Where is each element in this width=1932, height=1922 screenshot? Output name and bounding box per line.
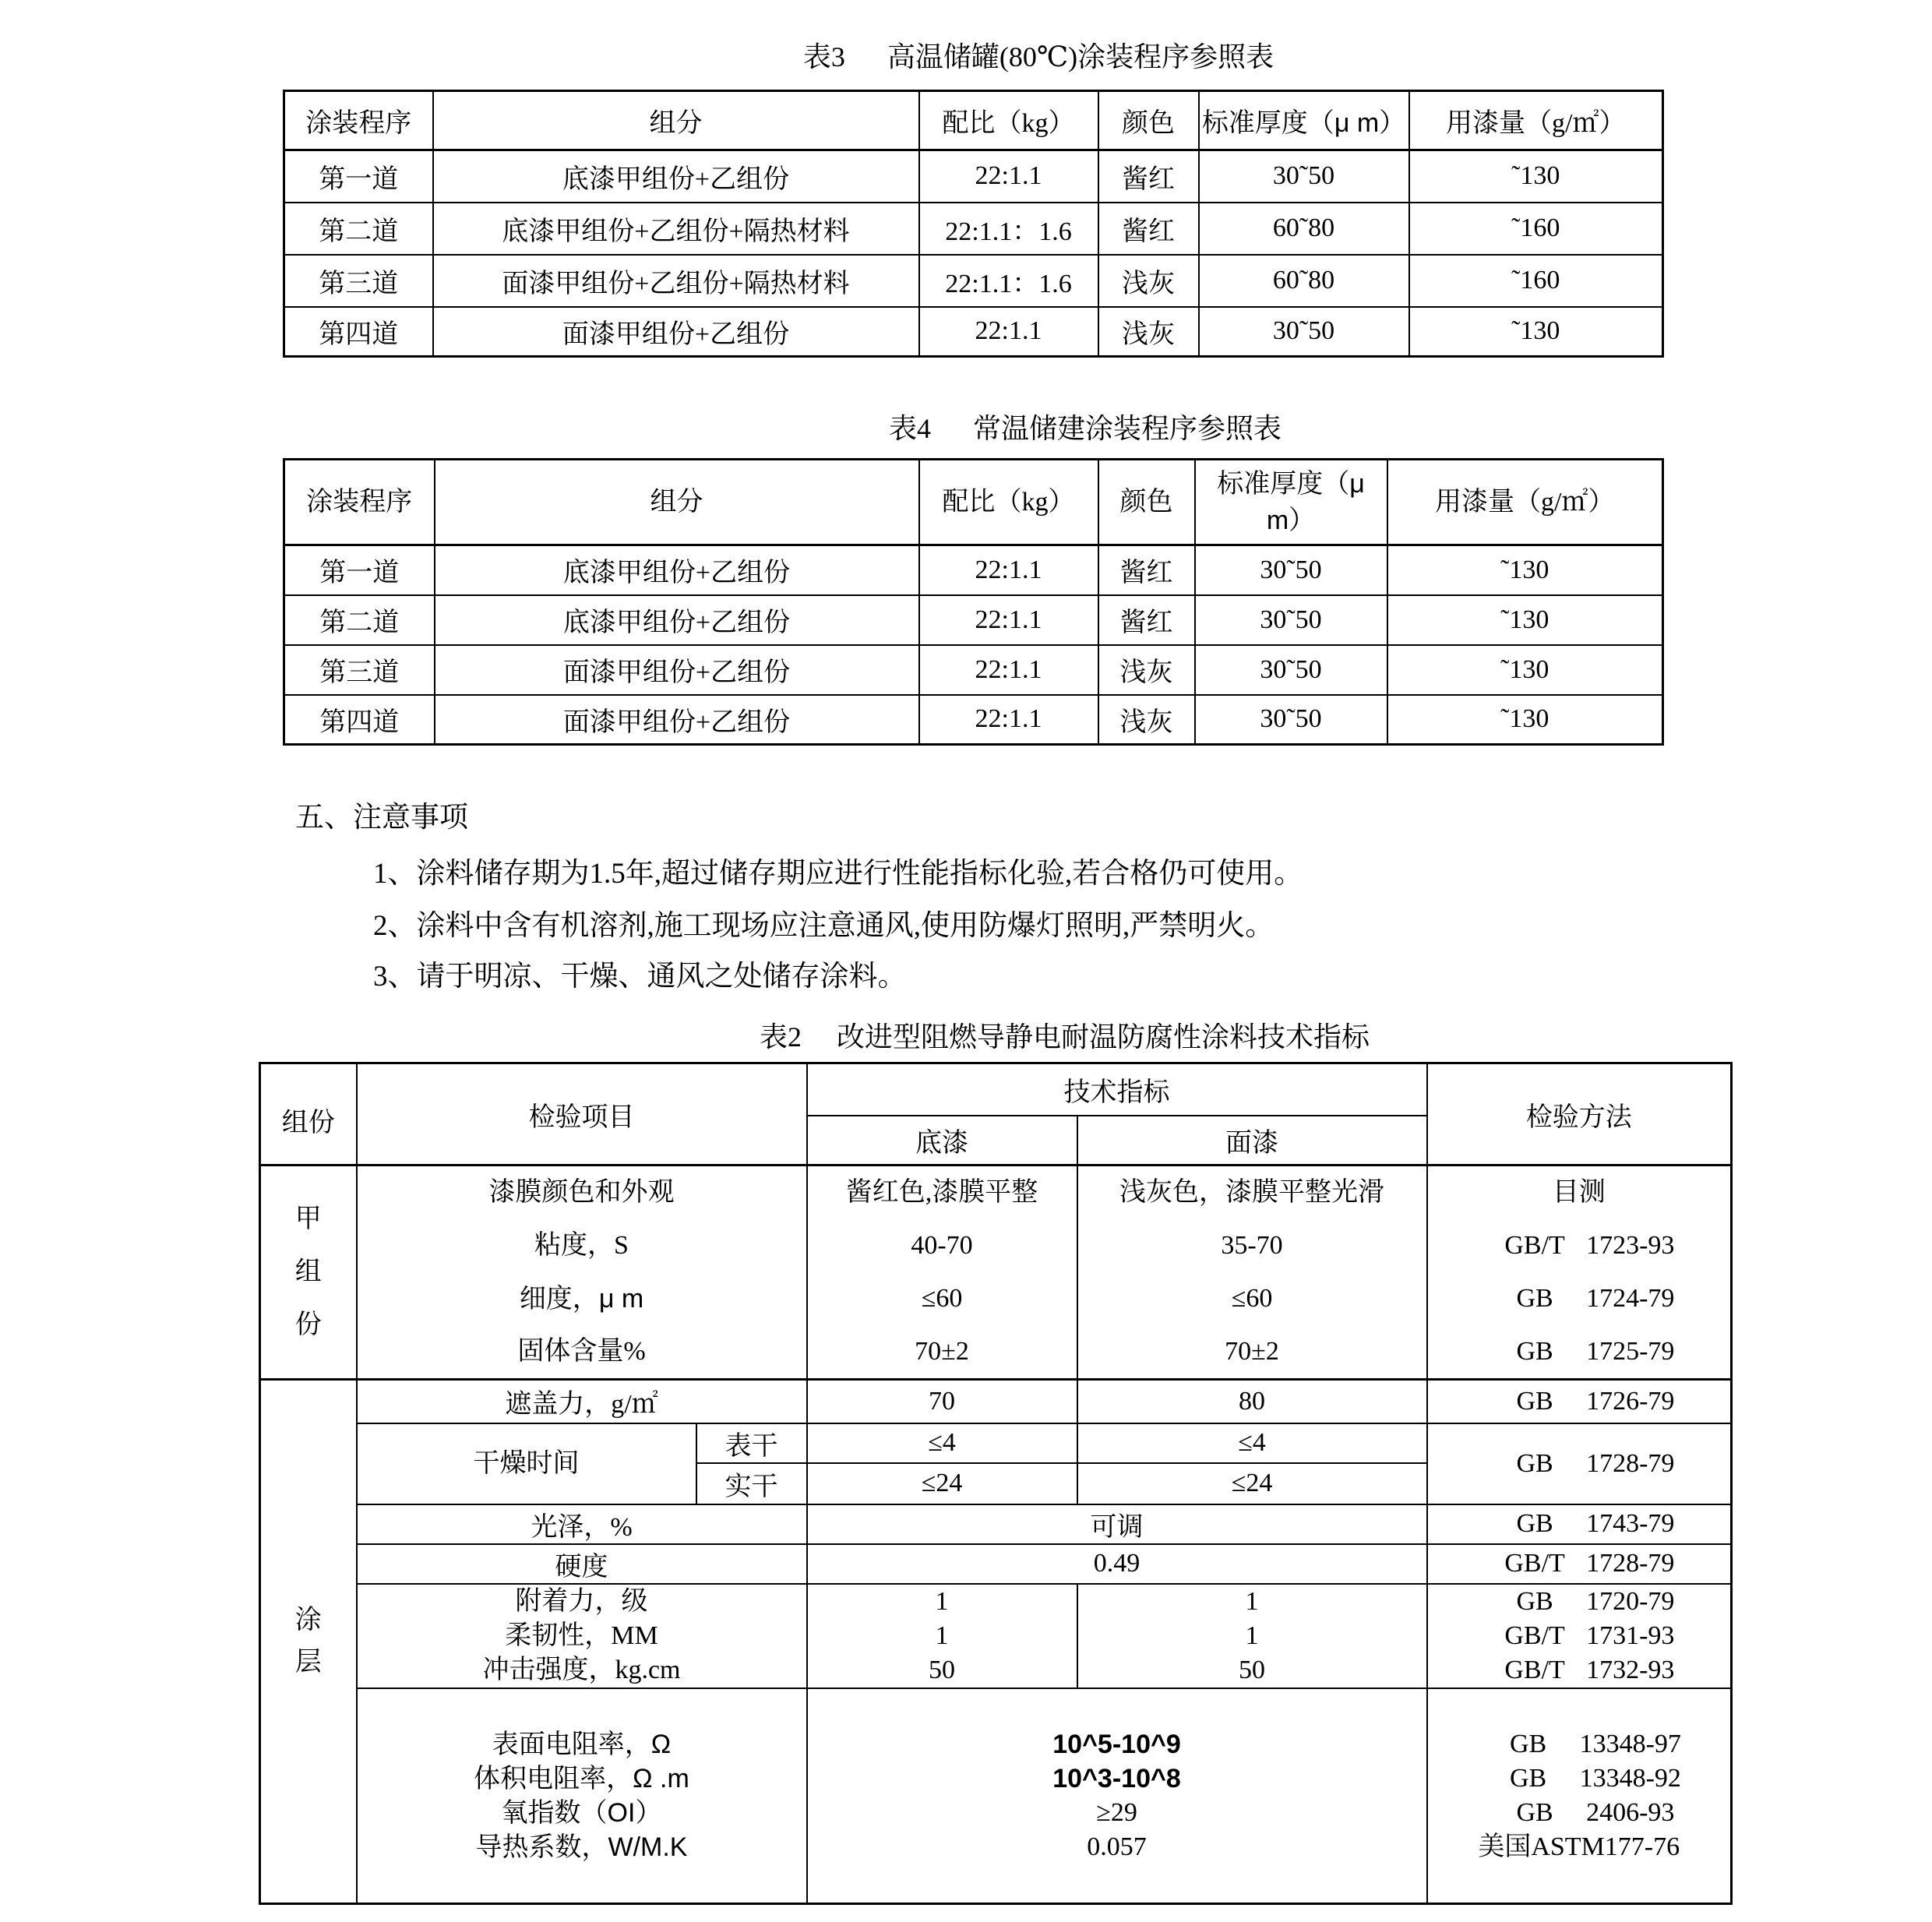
item-label: 冲击强度，kg.cm <box>482 1655 681 1684</box>
table2-elec-items <box>357 1688 807 1904</box>
table2 <box>259 1062 1733 1905</box>
table2-groupA-items <box>357 1166 807 1380</box>
table2-groupB-label: 涂 层 <box>260 1380 357 1904</box>
table-cell: 60˜80 <box>1199 203 1409 255</box>
table2-row-hardness <box>260 1544 1732 1584</box>
table-cell: 第一道 <box>284 545 435 595</box>
table-cell: 第三道 <box>284 645 435 695</box>
table2-groupA-topcoat: 浅灰色，漆膜平整光滑 35-70 ≤60 70±2 <box>1077 1166 1427 1380</box>
table2-groupA-label: 甲 组 份 <box>260 1166 357 1380</box>
table-row <box>284 695 1663 745</box>
table-cell: 面漆甲组份+乙组份+隔热材料 <box>433 255 919 307</box>
table-row <box>284 545 1663 595</box>
table2-header-row <box>260 1063 1732 1116</box>
item-label: 体积电阻率，Ω .m <box>474 1763 689 1793</box>
sub-label: 表干 <box>696 1423 807 1463</box>
table-cell: 60˜80 <box>1199 255 1409 307</box>
notes-heading: 五、注意事项 <box>295 802 468 834</box>
table-cell: 浅灰 <box>1098 645 1195 695</box>
table3 <box>283 90 1664 358</box>
table2-header-tech: 技术指标 <box>807 1063 1427 1116</box>
table-cell: ˜130 <box>1387 695 1663 745</box>
table3-header-component: 组分 <box>433 91 919 150</box>
table-cell: 第二道 <box>284 203 433 255</box>
table2-row-hiding-power <box>260 1380 1732 1423</box>
table-cell: 浅灰 <box>1098 695 1195 745</box>
table2-row-dry-surface <box>260 1423 1732 1463</box>
table-cell: 22:1.1：1.6 <box>919 203 1098 255</box>
table-row <box>284 150 1663 203</box>
table2-elec-methods: GB 13348-97 GB 13348-92 GB 2406-93 美国ASTM177-76 <box>1427 1688 1732 1904</box>
table-cell: 酱红 <box>1098 150 1199 203</box>
table3-header-row <box>284 91 1663 150</box>
table4-header-row <box>284 460 1663 545</box>
item-label: 附着力，级 <box>515 1586 648 1616</box>
table2-header-group: 组份 <box>260 1063 357 1166</box>
value-cell: ≤24 <box>807 1463 1077 1504</box>
table-cell: ˜160 <box>1409 203 1663 255</box>
table3-header-color: 颜色 <box>1098 91 1199 150</box>
table-cell: 第一道 <box>284 150 433 203</box>
table4-title: 表4 常温储建涂装程序参照表 <box>888 413 1282 444</box>
note-item-3: 3、请于明凉、干燥、通风之处储存涂料。 <box>373 961 907 993</box>
item-label: 细度，μ m <box>519 1284 644 1314</box>
table-cell: 22:1.1：1.6 <box>919 255 1098 307</box>
table-cell: 浅灰 <box>1098 307 1199 357</box>
method-cell: GB 1728-79 <box>1427 1423 1732 1504</box>
table-cell: 30˜50 <box>1195 595 1387 645</box>
method-cell: GB 1743-79 <box>1427 1504 1732 1544</box>
table-cell: 面漆甲组份+乙组份 <box>433 307 919 357</box>
table-cell: ˜130 <box>1387 595 1663 645</box>
value-cell: 80 <box>1077 1380 1427 1423</box>
note-item-1: 1、涂料储存期为1.5年,超过储存期应进行性能指标化验,若合格仍可使用。 <box>373 858 1303 890</box>
table-cell: 22:1.1 <box>919 545 1098 595</box>
table-row <box>284 203 1663 255</box>
table-cell: 酱红 <box>1098 545 1195 595</box>
table-cell: 第二道 <box>284 595 435 645</box>
table-cell: 30˜50 <box>1199 307 1409 357</box>
table-cell: 第四道 <box>284 307 433 357</box>
table3-header-procedure: 涂装程序 <box>284 91 433 150</box>
table-row <box>284 255 1663 307</box>
table2-mechanical-block <box>260 1584 1732 1688</box>
table-cell: ˜130 <box>1409 150 1663 203</box>
value-cell: ≤24 <box>1077 1463 1427 1504</box>
table-cell: 22:1.1 <box>919 150 1098 203</box>
value-cell: ≤4 <box>1077 1423 1427 1463</box>
table-row <box>284 645 1663 695</box>
table3-title: 表3 高温储罐(80℃)涂装程序参照表 <box>802 41 1274 72</box>
value-cell: 0.49 <box>807 1544 1427 1584</box>
table-row <box>284 307 1663 357</box>
table2-header-item: 检验项目 <box>357 1063 807 1166</box>
method-cell: GB 1726-79 <box>1427 1380 1732 1423</box>
item-label: 干燥时间 <box>357 1423 696 1504</box>
table4-header-usage: 用漆量（g/㎡） <box>1387 460 1663 545</box>
table3-header-ratio: 配比（kg） <box>919 91 1098 150</box>
table-cell: 底漆甲组份+乙组份+隔热材料 <box>433 203 919 255</box>
item-label: 固体含量% <box>517 1337 646 1366</box>
table-cell: ˜130 <box>1409 307 1663 357</box>
table2-groupA-methods: 目测 GB/T 1723-93 GB 1724-79 GB 1725-79 <box>1427 1166 1732 1380</box>
table-cell: ˜130 <box>1387 645 1663 695</box>
item-label: 漆膜颜色和外观 <box>488 1178 675 1207</box>
table2-row-gloss <box>260 1504 1732 1544</box>
table4-header-ratio: 配比（kg） <box>919 460 1098 545</box>
table-cell: 底漆甲组份+乙组份 <box>435 595 919 645</box>
method-cell: GB/T 1728-79 <box>1427 1544 1732 1584</box>
table4 <box>283 458 1664 746</box>
value-cell: 70 <box>807 1380 1077 1423</box>
table3-header-thickness: 标准厚度（μ m） <box>1199 91 1409 150</box>
table-cell: 30˜50 <box>1195 645 1387 695</box>
sub-label: 实干 <box>696 1463 807 1504</box>
table-cell: 30˜50 <box>1195 695 1387 745</box>
table-cell: 面漆甲组份+乙组份 <box>435 645 919 695</box>
table2-mech-items <box>357 1584 807 1688</box>
table2-elec-values: 10^5-10^9 10^3-10^8 ≥29 0.057 <box>807 1688 1427 1904</box>
table4-header-color: 颜色 <box>1098 460 1195 545</box>
table-cell: ˜130 <box>1387 545 1663 595</box>
value-cell: ≤4 <box>807 1423 1077 1463</box>
table-cell: 22:1.1 <box>919 695 1098 745</box>
table2-groupA-primer: 酱红色,漆膜平整 40-70 ≤60 70±2 <box>807 1166 1077 1380</box>
item-label: 表面电阻率，Ω <box>492 1729 672 1759</box>
table-cell: 底漆甲组份+乙组份 <box>435 545 919 595</box>
item-label: 光泽，% <box>357 1504 807 1544</box>
table-cell: 酱红 <box>1098 203 1199 255</box>
table4-header-component: 组分 <box>435 460 919 545</box>
table-cell: 30˜50 <box>1199 150 1409 203</box>
table2-header-method: 检验方法 <box>1427 1063 1732 1166</box>
table4-header-procedure: 涂装程序 <box>284 460 435 545</box>
item-label: 遮盖力，g/㎡ <box>357 1380 807 1423</box>
note-item-2: 2、涂料中含有机溶剂,施工现场应注意通风,使用防爆灯照明,严禁明火。 <box>373 910 1274 942</box>
table-cell: 30˜50 <box>1195 545 1387 595</box>
table-cell: 面漆甲组份+乙组份 <box>435 695 919 745</box>
table2-header-primer: 底漆 <box>807 1116 1077 1166</box>
table-cell: 22:1.1 <box>919 307 1098 357</box>
table3-header-usage: 用漆量（g/㎡） <box>1409 91 1663 150</box>
item-label: 粘度，S <box>534 1231 629 1260</box>
value-cell: 可调 <box>807 1504 1427 1544</box>
item-label: 氧指数（OI） <box>501 1797 662 1828</box>
table4-header-thickness: 标准厚度（μ m） <box>1195 460 1387 545</box>
table-cell: 第四道 <box>284 695 435 745</box>
item-label: 导热系数，W/M.K <box>475 1832 688 1862</box>
table-cell: 浅灰 <box>1098 255 1199 307</box>
table2-mech-methods: GB 1720-79 GB/T 1731-93 GB/T 1732-93 <box>1427 1584 1732 1688</box>
table2-title: 表2 改进型阻燃导静电耐温防腐性涂料技术指标 <box>759 1021 1370 1053</box>
table-cell: 22:1.1 <box>919 645 1098 695</box>
table-row <box>284 595 1663 645</box>
table2-groupA-row <box>260 1166 1732 1380</box>
table2-mech-primer: 1 1 50 <box>807 1584 1077 1688</box>
table-cell: 第三道 <box>284 255 433 307</box>
table-cell: 底漆甲组份+乙组份 <box>433 150 919 203</box>
table2-electrical-block <box>260 1688 1732 1904</box>
table2-mech-topcoat: 1 1 50 <box>1077 1584 1427 1688</box>
table-cell: 酱红 <box>1098 595 1195 645</box>
table-cell: ˜160 <box>1409 255 1663 307</box>
item-label: 硬度 <box>357 1544 807 1584</box>
table-cell: 22:1.1 <box>919 595 1098 645</box>
table2-header-topcoat: 面漆 <box>1077 1116 1427 1166</box>
item-label: 柔韧性，MM <box>505 1620 658 1650</box>
